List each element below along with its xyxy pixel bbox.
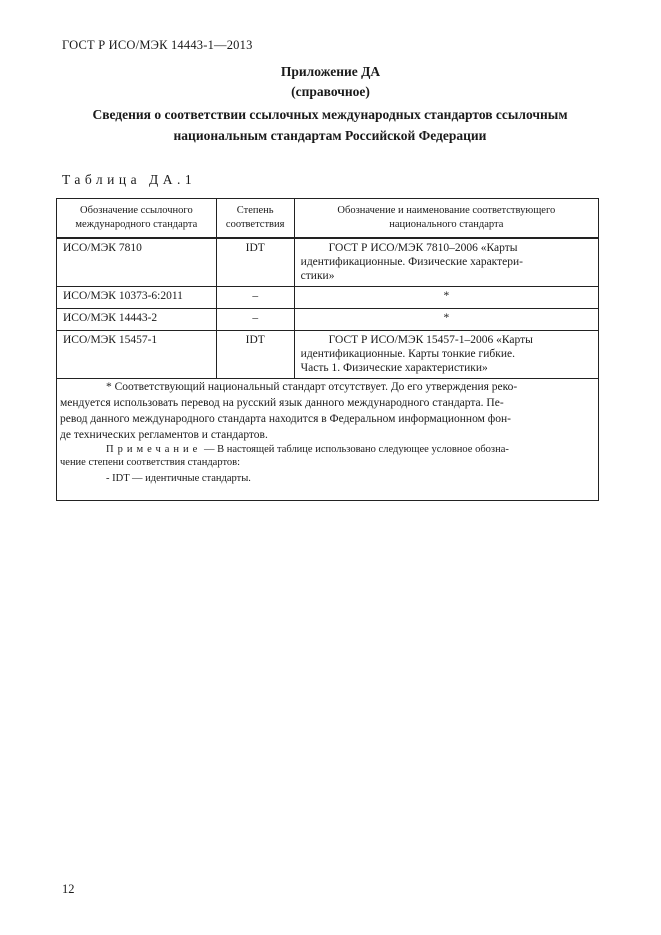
appendix-heading (56, 104, 604, 146)
appendix-title: Приложение ДА (280, 64, 381, 79)
reference-cell: ИСО/МЭК 14443-2 (57, 309, 217, 331)
reference-cell: ИСО/МЭК 10373-6:2011 (57, 287, 217, 309)
document-header-code: ГОСТ Р ИСО/МЭК 14443-1—2013 (62, 38, 253, 52)
table-header-row (57, 199, 599, 239)
national-standard-cell: * (294, 309, 598, 331)
national-standard-cell: * (294, 287, 598, 309)
table-label: Таблица ДА.1 (62, 172, 197, 187)
degree-cell: – (216, 309, 294, 331)
national-standard-cell: ГОСТ Р ИСО/МЭК 7810–2006 «Карты идентификационные. Физические характери- стики» (294, 238, 598, 287)
heading-line: национальным стандартам Российской Федерации (173, 128, 487, 143)
table-row (57, 309, 599, 331)
table-footnote (60, 379, 593, 485)
table-note (60, 443, 593, 485)
appendix-type: (справочное) (291, 84, 370, 99)
national-standard-cell: ГОСТ Р ИСО/МЭК 15457-1–2006 «Карты идентификационные. Карты тонкие гибкие. Часть 1. Физические характеристики» (294, 331, 598, 379)
column-header-reference: Обозначение ссылочного международного стандарта (57, 199, 217, 239)
column-header-degree: Степень соответствия (216, 199, 294, 239)
reference-cell: ИСО/МЭК 15457-1 (57, 331, 217, 379)
table-row (57, 331, 599, 379)
note-label: Примечание (106, 444, 202, 455)
degree-cell: – (216, 287, 294, 309)
footnote-line: де технических регламентов и стандартов. (60, 429, 268, 441)
degree-cell: IDT (216, 238, 294, 287)
table-row (57, 287, 599, 309)
correspondence-table (56, 198, 599, 379)
footnote-line: ревод данного международного стандарта находится в Федеральном информационном фон- (60, 413, 511, 425)
footnote-line: * Соответствующий национальный стандарт отсутствует. До его утверждения реко- (106, 381, 518, 393)
degree-cell: IDT (216, 331, 294, 379)
reference-cell: ИСО/МЭК 7810 (57, 238, 217, 287)
footnote-line: мендуется использовать перевод на русский язык данного международного стандарта. Пе- (60, 397, 504, 409)
heading-line: Сведения о соответствии ссылочных международных стандартов ссылочным (92, 107, 568, 122)
note-text: — В настоящей таблице использовано следующее условное обозна- (201, 444, 509, 455)
page-number: 12 (62, 882, 75, 896)
note-text: чение степени соответствия стандартов: (60, 457, 241, 468)
column-header-national-standard: Обозначение и наименование соответствующего национального стандарта (294, 199, 598, 239)
legend-text: - IDT — идентичные стандарты. (106, 473, 251, 484)
table-row (57, 238, 599, 287)
